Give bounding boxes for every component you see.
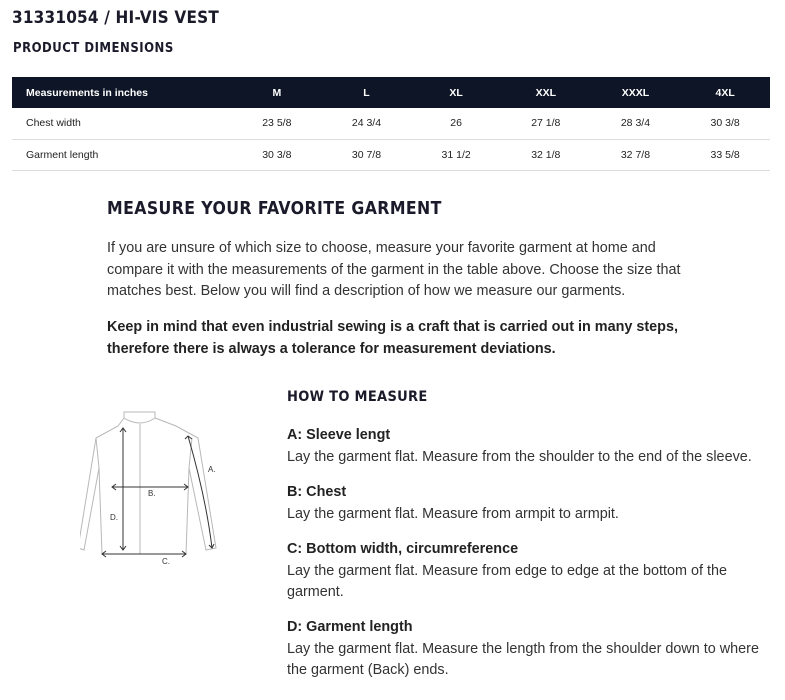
table-row-chest-width: [12, 108, 770, 139]
step-text: Lay the garment flat. Measure from edge to edge at the bottom of the garment.: [287, 562, 727, 600]
header-size-4xl: 4XL: [715, 86, 735, 99]
step-text: Lay the garment flat. Measure from armpit to armpit.: [287, 505, 619, 522]
step-title: B: Chest: [287, 484, 347, 500]
step-title: D: Garment length: [287, 619, 413, 635]
table-cell: 30 3/8: [710, 117, 740, 130]
table-cell: 30 3/8: [262, 148, 292, 161]
table-cell: 28 3/4: [620, 117, 651, 130]
table-cell: 31 1/2: [441, 148, 471, 161]
measure-heading: MEASURE YOUR FAVORITE GARMENT: [107, 199, 442, 219]
header-measurements-label: Measurements in inches: [26, 86, 148, 99]
jacket-outline: [80, 412, 216, 554]
header-size-xxxl: XXXL: [621, 86, 650, 99]
label-d: D.: [110, 513, 118, 522]
label-a: A.: [208, 465, 216, 474]
table-cell: 32 1/8: [531, 148, 561, 161]
step-bottom-width: [287, 539, 777, 604]
product-dimensions-heading: PRODUCT DIMENSIONS: [13, 41, 174, 56]
table-cell: 33 5/8: [710, 148, 740, 161]
step-text: Lay the garment flat. Measure from the shoulder to the end of the sleeve.: [287, 448, 752, 465]
step-garment-length: [287, 617, 777, 682]
measure-lines: [102, 428, 214, 557]
size-table: [12, 77, 770, 171]
header-size-xl: XL: [449, 86, 463, 99]
step-text: Lay the garment flat. Measure the length from the shoulder down to where the garment (Back) ends.: [287, 640, 759, 678]
table-cell: 24 3/4: [351, 117, 382, 130]
table-cell: 27 1/8: [531, 117, 561, 130]
intro-paragraph: If you are unsure of which size to choose, measure your favorite garment at home and compare it with the measurements of the garment in the table above. Choose the size that matches best. Below you will find a description of how we measure our garments.: [107, 240, 681, 299]
step-title: C: Bottom width, circumreference: [287, 541, 519, 557]
header-size-l: L: [363, 86, 370, 99]
table-row-garment-length: [12, 139, 770, 170]
garment-diagram: [80, 408, 230, 578]
table-cell: 23 5/8: [262, 117, 292, 130]
tolerance-note: Keep in mind that even industrial sewing is a craft that is carried out in many steps, therefore there is always a tolerance for measurement deviations.: [107, 319, 678, 357]
table-cell: 26: [450, 117, 462, 130]
step-chest: [287, 482, 777, 525]
header-size-xxl: XXL: [535, 86, 556, 99]
product-title: 31331054 / HI-VIS VEST: [12, 8, 219, 28]
label-c: C.: [162, 557, 170, 566]
label-b: B.: [148, 489, 156, 498]
step-sleeve-length: [287, 425, 777, 468]
row-label: Garment length: [26, 148, 99, 161]
header-size-m: M: [272, 86, 282, 99]
table-cell: 32 7/8: [620, 148, 651, 161]
step-title: A: Sleeve lengt: [287, 427, 391, 443]
row-label: Chest width: [26, 117, 81, 130]
table-cell: 30 7/8: [351, 148, 382, 161]
size-table-header-row: [12, 77, 770, 108]
how-to-measure-heading: HOW TO MEASURE: [287, 389, 428, 405]
